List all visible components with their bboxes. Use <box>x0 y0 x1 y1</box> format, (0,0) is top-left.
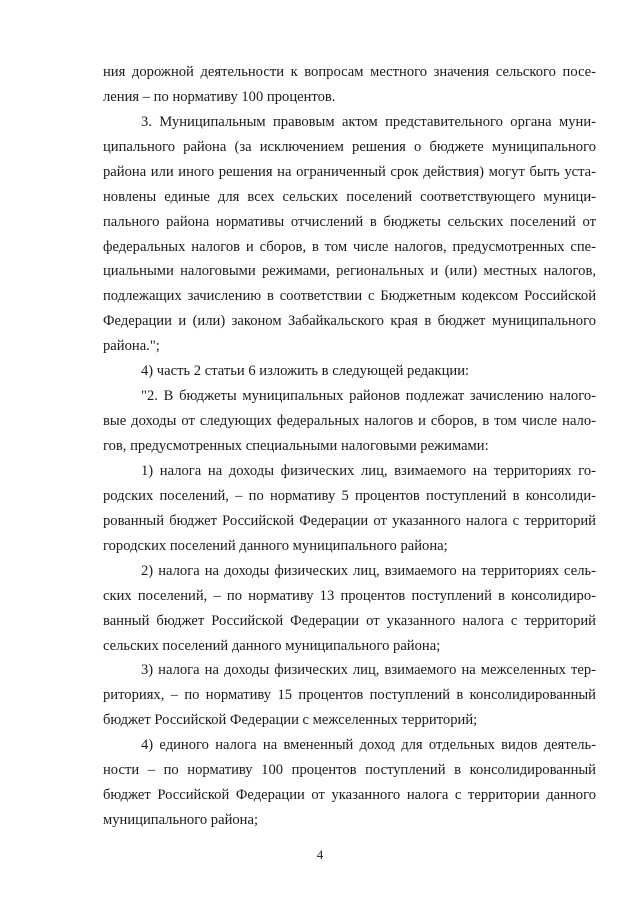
text-line: подлежащих зачислению в соответствии с Бюджетным кодексом Российской <box>103 288 596 305</box>
text-line: муниципального района; <box>103 812 259 829</box>
text-line: циальными налоговыми режимами, региональных и (или) местных налогов, <box>103 263 596 280</box>
text-line: района или иного решения на ограниченный срок действия) могут быть уста- <box>103 163 596 180</box>
text-line: ванный бюджет Российской Федерации от указанного налога с территорий <box>103 612 596 629</box>
text-line: бюджет Российской Федерации от указанного налога с территории данного <box>103 787 596 804</box>
text-line: пального района нормативы отчислений в бюджеты сельских поселений от <box>103 213 596 230</box>
text-line: Федерации и (или) законом Забайкальского края в бюджет муниципального <box>103 313 596 330</box>
text-line: ских поселений, – по нормативу 13 процентов поступлений в консолидиро- <box>103 587 596 604</box>
text-line: ципального района (за исключением решения о бюджете муниципального <box>103 138 596 155</box>
text-line: 1) налога на доходы физических лиц, взимаемого на территориях го- <box>141 462 596 479</box>
text-line: ности – по нормативу 100 процентов поступлений в консолидированный <box>103 762 596 779</box>
text-line: новлены единые для всех сельских поселений соответствующего муници- <box>103 188 596 205</box>
text-line: ления – по нормативу 100 процентов. <box>103 88 336 105</box>
text-line: 2) налога на доходы физических лиц, взимаемого на территориях сель- <box>141 562 596 579</box>
text-line: "2. В бюджеты муниципальных районов подлежат зачислению налого- <box>141 388 596 405</box>
text-line: сельских поселений данного муниципального района; <box>103 637 441 654</box>
text-line: бюджет Российской Федерации с межселенных территорий; <box>103 712 478 729</box>
text-line: рованный бюджет Российской Федерации от указанного налога с территорий <box>103 512 596 529</box>
text-line: риториях, – по нормативу 15 процентов поступлений в консолидированный <box>103 687 596 704</box>
text-line: городских поселений данного муниципального района; <box>103 537 448 554</box>
text-line: гов, предусмотренных специальными налоговыми режимами: <box>103 438 489 455</box>
text-line: 3) налога на доходы физических лиц, взимаемого на межселенных тер- <box>141 662 596 679</box>
text-line: района."; <box>103 338 160 355</box>
text-line: федеральных налогов и сборов, в том числе налогов, предусмотренных спе- <box>103 238 596 255</box>
text-line: вые доходы от следующих федеральных налогов и сборов, в том числе нало- <box>103 413 596 430</box>
text-line: 4) часть 2 статьи 6 изложить в следующей редакции: <box>141 363 470 380</box>
text-line: родских поселений, – по нормативу 5 процентов поступлений в консолиди- <box>103 487 596 504</box>
page-number: 4 <box>316 847 324 862</box>
text-line: ния дорожной деятельности к вопросам местного значения сельского посе- <box>103 64 596 80</box>
text-line: 4) единого налога на вмененный доход для отдельных видов деятель- <box>141 737 596 754</box>
text-line: 3. Муниципальным правовым актом представительного органа муни- <box>141 113 596 130</box>
